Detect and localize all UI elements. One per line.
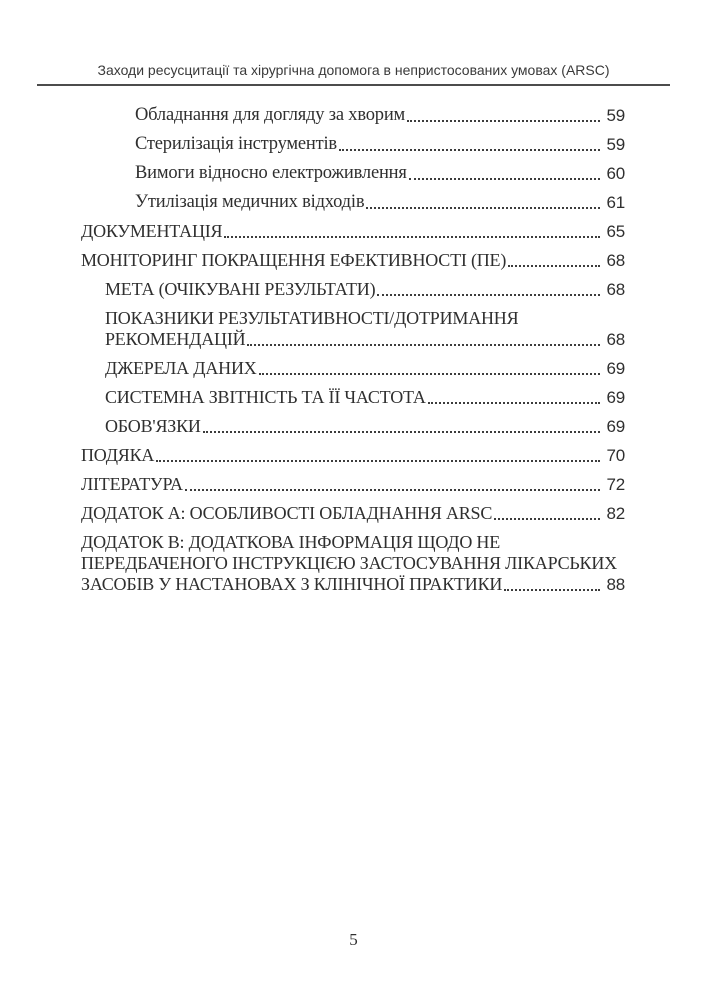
toc-entry-title: Обладнання для догляду за хворим [135,105,406,125]
toc-entry-title: РЕКОМЕНДАЦІЙ [105,329,246,349]
toc-entry-page: 69 [606,388,625,407]
header-rule [37,84,670,86]
dot-leader [409,178,600,180]
toc-entry-acknowledgements[interactable] [81,445,625,466]
toc-entry-responsibilities[interactable] [81,416,625,437]
toc-entry-page: 68 [606,251,625,270]
toc-entry-title: ДЖЕРЕЛА ДАНИХ [105,358,257,378]
dot-leader [185,489,600,491]
dot-leader [203,431,600,433]
toc-entry-literature[interactable] [81,474,625,495]
toc-entry-title: ПОДЯКА [81,445,155,465]
dot-leader [339,149,600,151]
toc-entry-title: ДОДАТОК А: ОСОБЛИВОСТІ ОБЛАДНАННЯ ARSC [81,503,493,523]
dot-leader [428,402,600,404]
toc-entry-power-requirements[interactable] [81,163,625,184]
toc-entry-title: ДОКУМЕНТАЦІЯ [81,221,223,241]
toc-entry-page: 59 [606,135,625,154]
toc-entry-page: 59 [606,106,625,125]
toc-entry-page: 60 [606,164,625,183]
dot-leader [508,265,600,267]
running-header: Заходи ресусцитації та хірургічна допомога в непристосованих умовах (ARSC) [97,62,610,78]
toc-entry-system-reporting[interactable] [81,387,625,408]
dot-leader [366,207,600,209]
table-of-contents [81,105,625,595]
page-number: 5 [349,930,358,949]
toc-entry-page: 65 [606,222,625,241]
toc-entry-documentation[interactable] [81,221,625,242]
toc-entry-title: Стерилізація інструментів [135,134,337,154]
toc-entry-page: 68 [606,280,625,299]
toc-entry-title: ЗАСОБІВ У НАСТАНОВАХ З КЛІНІЧНОЇ ПРАКТИКИ [81,574,503,594]
dot-leader [156,460,600,462]
dot-leader [504,589,600,591]
toc-entry-data-sources[interactable] [81,358,625,379]
toc-entry-goal-expected-results[interactable] [81,279,625,300]
toc-entry-title: ЛІТЕРАТУРА [81,474,183,494]
toc-entry-page: 61 [606,193,625,212]
dot-leader [377,294,600,296]
toc-entry-title: Вимоги відносно електроживлення [135,163,407,183]
toc-entry-title: МЕТА (ОЧІКУВАНІ РЕЗУЛЬТАТИ) [105,279,376,299]
toc-entry-equipment-patient-care[interactable] [81,105,625,126]
toc-entry-title: СИСТЕМНА ЗВІТНІСТЬ ТА ЇЇ ЧАСТОТА [105,387,426,407]
toc-entry-title-line: ПЕРЕДБАЧЕНОГО ІНСТРУКЦІЄЮ ЗАСТОСУВАННЯ ЛІКАРСЬКИХ [81,553,617,573]
dot-leader [494,518,600,520]
toc-entry-title-line: ПОКАЗНИКИ РЕЗУЛЬТАТИВНОСТІ/ДОТРИМАННЯ [105,308,519,328]
toc-entry-medical-waste[interactable] [81,192,625,213]
toc-entry-appendix-a[interactable] [81,503,625,524]
toc-entry-title: ОБОВ'ЯЗКИ [105,416,201,436]
toc-entry-sterilization[interactable] [81,134,625,155]
dot-leader [247,344,600,346]
toc-entry-page: 82 [606,504,625,523]
toc-entry-page: 69 [606,417,625,436]
toc-entry-title-line: ДОДАТОК В: ДОДАТКОВА ІНФОРМАЦІЯ ЩОДО НЕ [81,532,501,552]
dot-leader [259,373,600,375]
toc-entry-performance-indicators[interactable] [81,308,625,350]
dot-leader [224,236,600,238]
toc-entry-performance-monitoring[interactable] [81,250,625,271]
toc-entry-page: 68 [606,330,625,349]
toc-entry-title: МОНІТОРИНГ ПОКРАЩЕННЯ ЕФЕКТИВНОСТІ (ПЕ) [81,250,507,270]
toc-entry-page: 72 [606,475,625,494]
dot-leader [407,120,600,122]
toc-entry-page: 69 [606,359,625,378]
toc-entry-page: 70 [606,446,625,465]
toc-entry-page: 88 [606,575,625,594]
toc-entry-title: Утилізація медичних відходів [135,192,365,212]
toc-entry-appendix-b[interactable] [81,532,625,595]
